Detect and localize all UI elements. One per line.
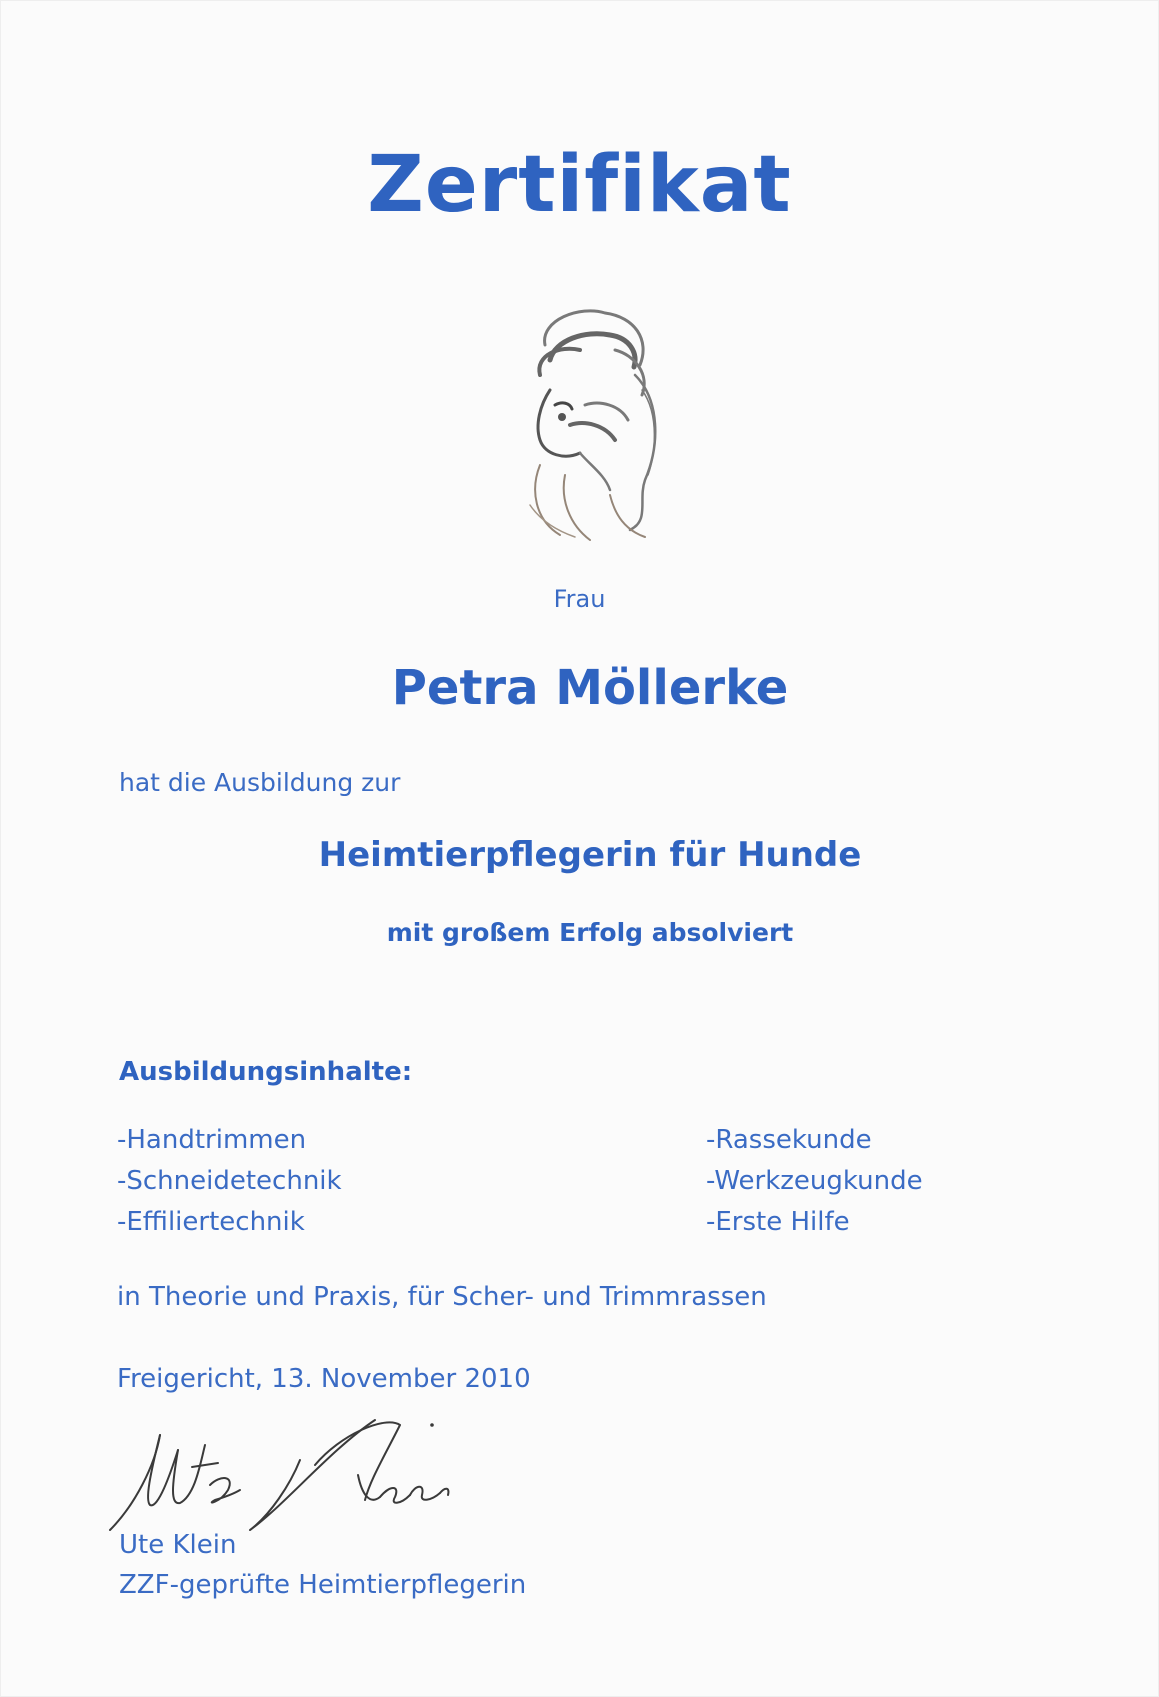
- scope-text: in Theorie und Praxis, für Scher- und Trimmrassen: [117, 1282, 767, 1312]
- place-date: Freigericht, 13. November 2010: [117, 1364, 531, 1394]
- qualification-title: Heimtierpflegerin für Hunde: [318, 835, 862, 875]
- contents-item: -Schneidetechnik: [117, 1166, 342, 1196]
- contents-item: -Rassekunde: [706, 1125, 872, 1155]
- signer-name: Ute Klein: [119, 1530, 237, 1560]
- signer-title: ZZF-geprüfte Heimtierpflegerin: [119, 1570, 527, 1600]
- contents-item: -Werkzeugkunde: [706, 1166, 923, 1196]
- salutation: Frau: [553, 585, 606, 613]
- result-text: mit großem Erfolg absolviert: [386, 918, 794, 947]
- recipient-name: Petra Möllerke: [391, 660, 789, 716]
- contents-heading: Ausbildungsinhalte:: [119, 1057, 413, 1087]
- intro-text: hat die Ausbildung zur: [119, 768, 401, 797]
- contents-item: -Effiliertechnik: [117, 1207, 305, 1237]
- contents-item: -Handtrimmen: [117, 1125, 307, 1155]
- contents-list-left: [117, 1120, 342, 1243]
- certificate-title: Zertifikat: [367, 140, 792, 230]
- contents-item: -Erste Hilfe: [706, 1207, 850, 1237]
- contents-list-right: [706, 1120, 923, 1243]
- poodle-illustration: [510, 305, 680, 545]
